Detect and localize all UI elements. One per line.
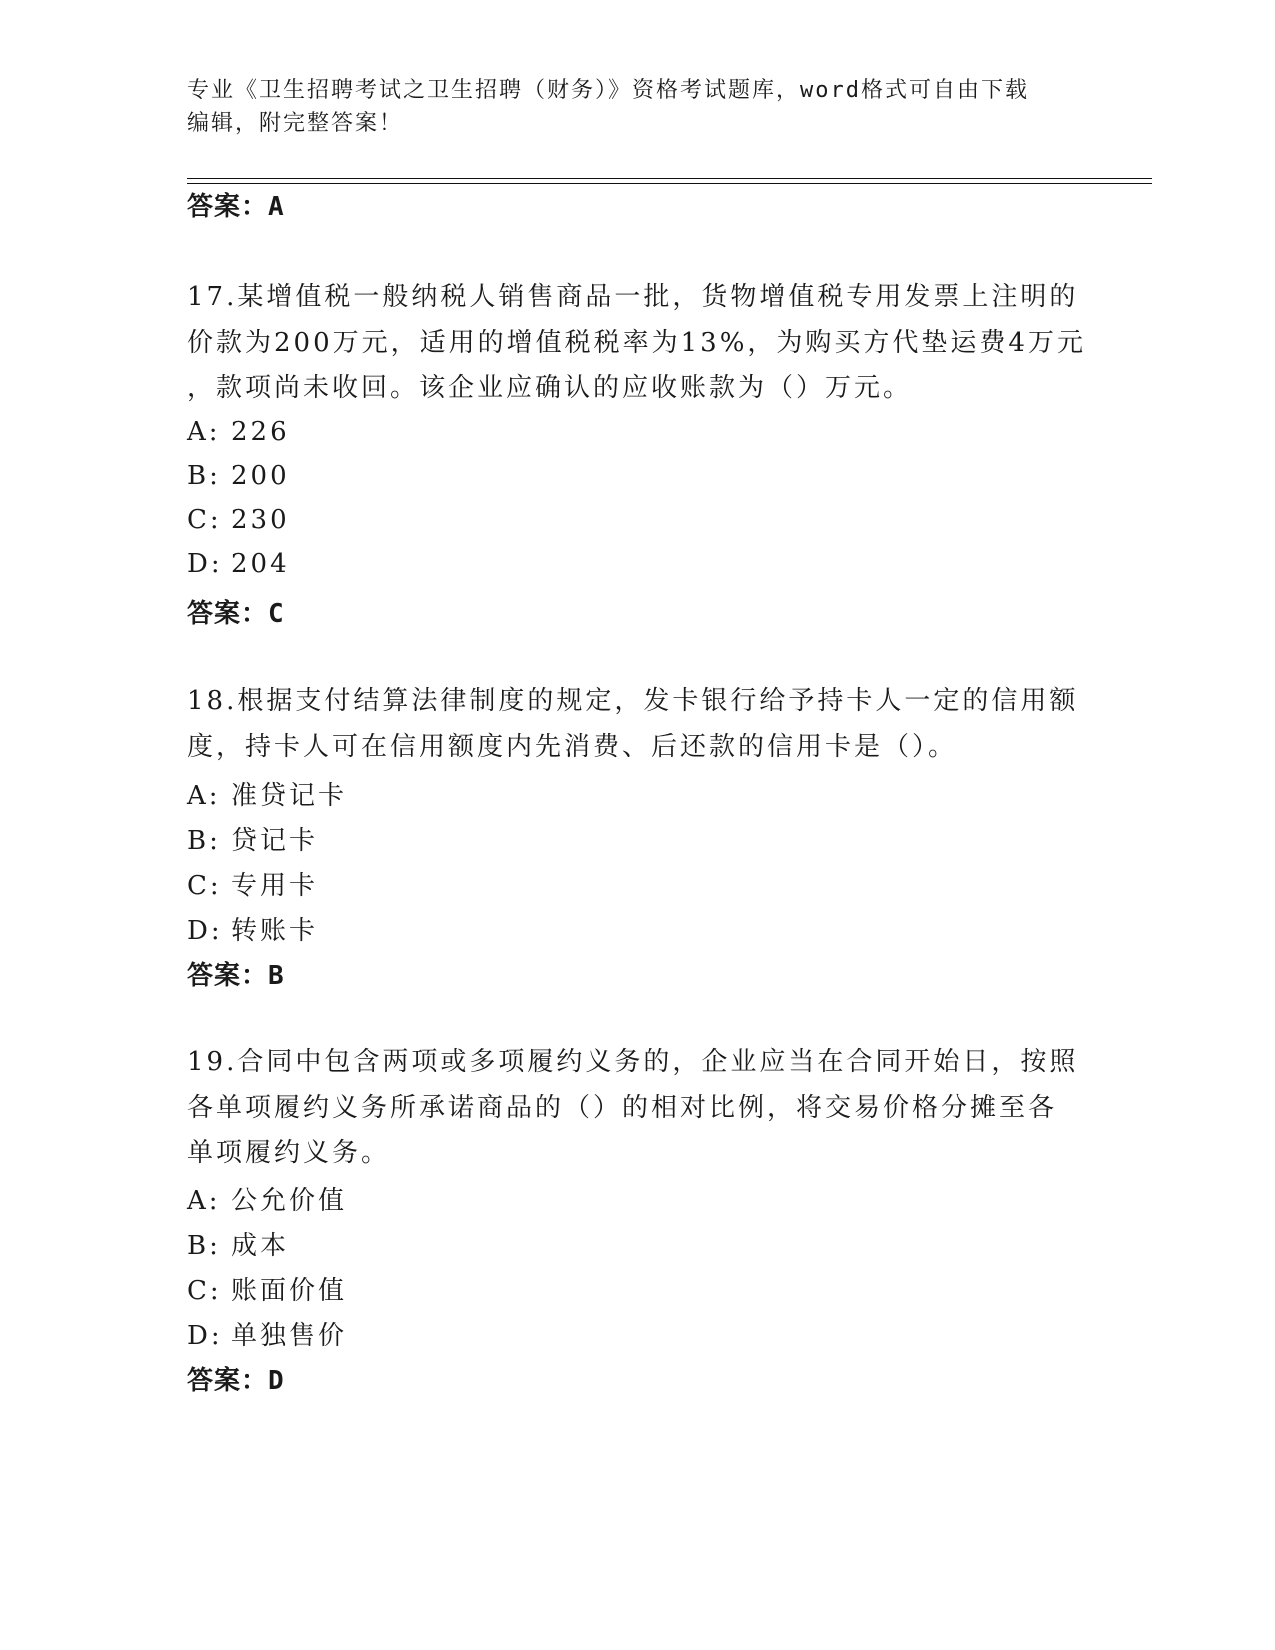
option-text: 200: [231, 461, 290, 491]
option-text: 账面价值: [231, 1276, 348, 1306]
option-key: B:: [187, 461, 221, 491]
option-text: 转账卡: [231, 916, 319, 946]
option-text: 204: [231, 549, 290, 579]
option-key: A:: [187, 781, 221, 811]
question-19-line-3: 单项履约义务。: [187, 1138, 391, 1168]
question-19-text: [187, 1040, 1087, 1177]
question-19-line-1: 19.合同中包含两项或多项履约义务的，企业应当在合同开始日，按照: [187, 1047, 1079, 1077]
option-text: 226: [231, 417, 290, 447]
question-17-line-1: 17.某增值税一般纳税人销售商品一批，货物增值税专用发票上注明的: [187, 282, 1079, 312]
option-key: D:: [187, 916, 223, 946]
question-18-line-1: 18.根据支付结算法律制度的规定，发卡银行给予持卡人一定的信用额: [187, 686, 1079, 716]
question-17-text: [187, 275, 1087, 412]
question-17-option-d: [187, 549, 290, 579]
option-key: A:: [187, 1186, 221, 1216]
header-divider-bottom: [187, 183, 1152, 184]
question-17-option-c: [187, 505, 290, 535]
question-17-option-b: [187, 461, 290, 491]
option-key: D:: [187, 1321, 223, 1351]
option-key: C:: [187, 871, 222, 901]
question-18-option-b: [187, 820, 318, 857]
option-text: 单独售价: [231, 1321, 348, 1351]
question-19-option-c: [187, 1270, 347, 1307]
option-text: 成本: [231, 1231, 290, 1261]
previous-answer: 答案：A: [187, 192, 285, 222]
question-18-option-c: [187, 865, 318, 902]
header-divider-top: [187, 178, 1152, 179]
question-18-option-d: [187, 910, 318, 947]
option-key: B:: [187, 826, 221, 856]
option-text: 专用卡: [231, 871, 319, 901]
question-17-option-a: [187, 417, 290, 447]
option-text: 准贷记卡: [231, 781, 348, 811]
option-key: A:: [187, 417, 221, 447]
header-line-1: 专业《卫生招聘考试之卫生招聘（财务）》资格考试题库，word格式可自由下载: [187, 78, 1029, 103]
option-key: B:: [187, 1231, 221, 1261]
option-key: C:: [187, 505, 222, 535]
question-19-option-d: [187, 1315, 347, 1352]
option-text: 公允价值: [231, 1186, 348, 1216]
question-18-answer: 答案：B: [187, 961, 285, 991]
question-18-text: [187, 679, 1087, 770]
question-17-answer: 答案：C: [187, 599, 285, 629]
question-17-line-2: 价款为200万元，适用的增值税税率为13%，为购买方代垫运费4万元: [187, 327, 1086, 358]
option-text: 贷记卡: [231, 826, 319, 856]
question-18-line-2: 度，持卡人可在信用额度内先消费、后还款的信用卡是（）。: [187, 731, 958, 762]
option-key: C:: [187, 1276, 222, 1306]
option-key: D:: [187, 549, 223, 579]
document-header: [187, 74, 1087, 140]
question-19-answer: 答案：D: [187, 1366, 285, 1396]
option-text: 230: [231, 505, 290, 535]
question-19-option-a: [187, 1180, 347, 1217]
question-18-option-a: [187, 775, 347, 812]
question-19-line-2: 各单项履约义务所承诺商品的（）的相对比例，将交易价格分摊至各: [187, 1092, 1058, 1123]
question-17-line-3: ，款项尚未收回。该企业应确认的应收账款为（）万元。: [187, 373, 913, 403]
question-19-option-b: [187, 1225, 289, 1262]
header-line-2: 编辑，附完整答案！: [187, 111, 404, 136]
